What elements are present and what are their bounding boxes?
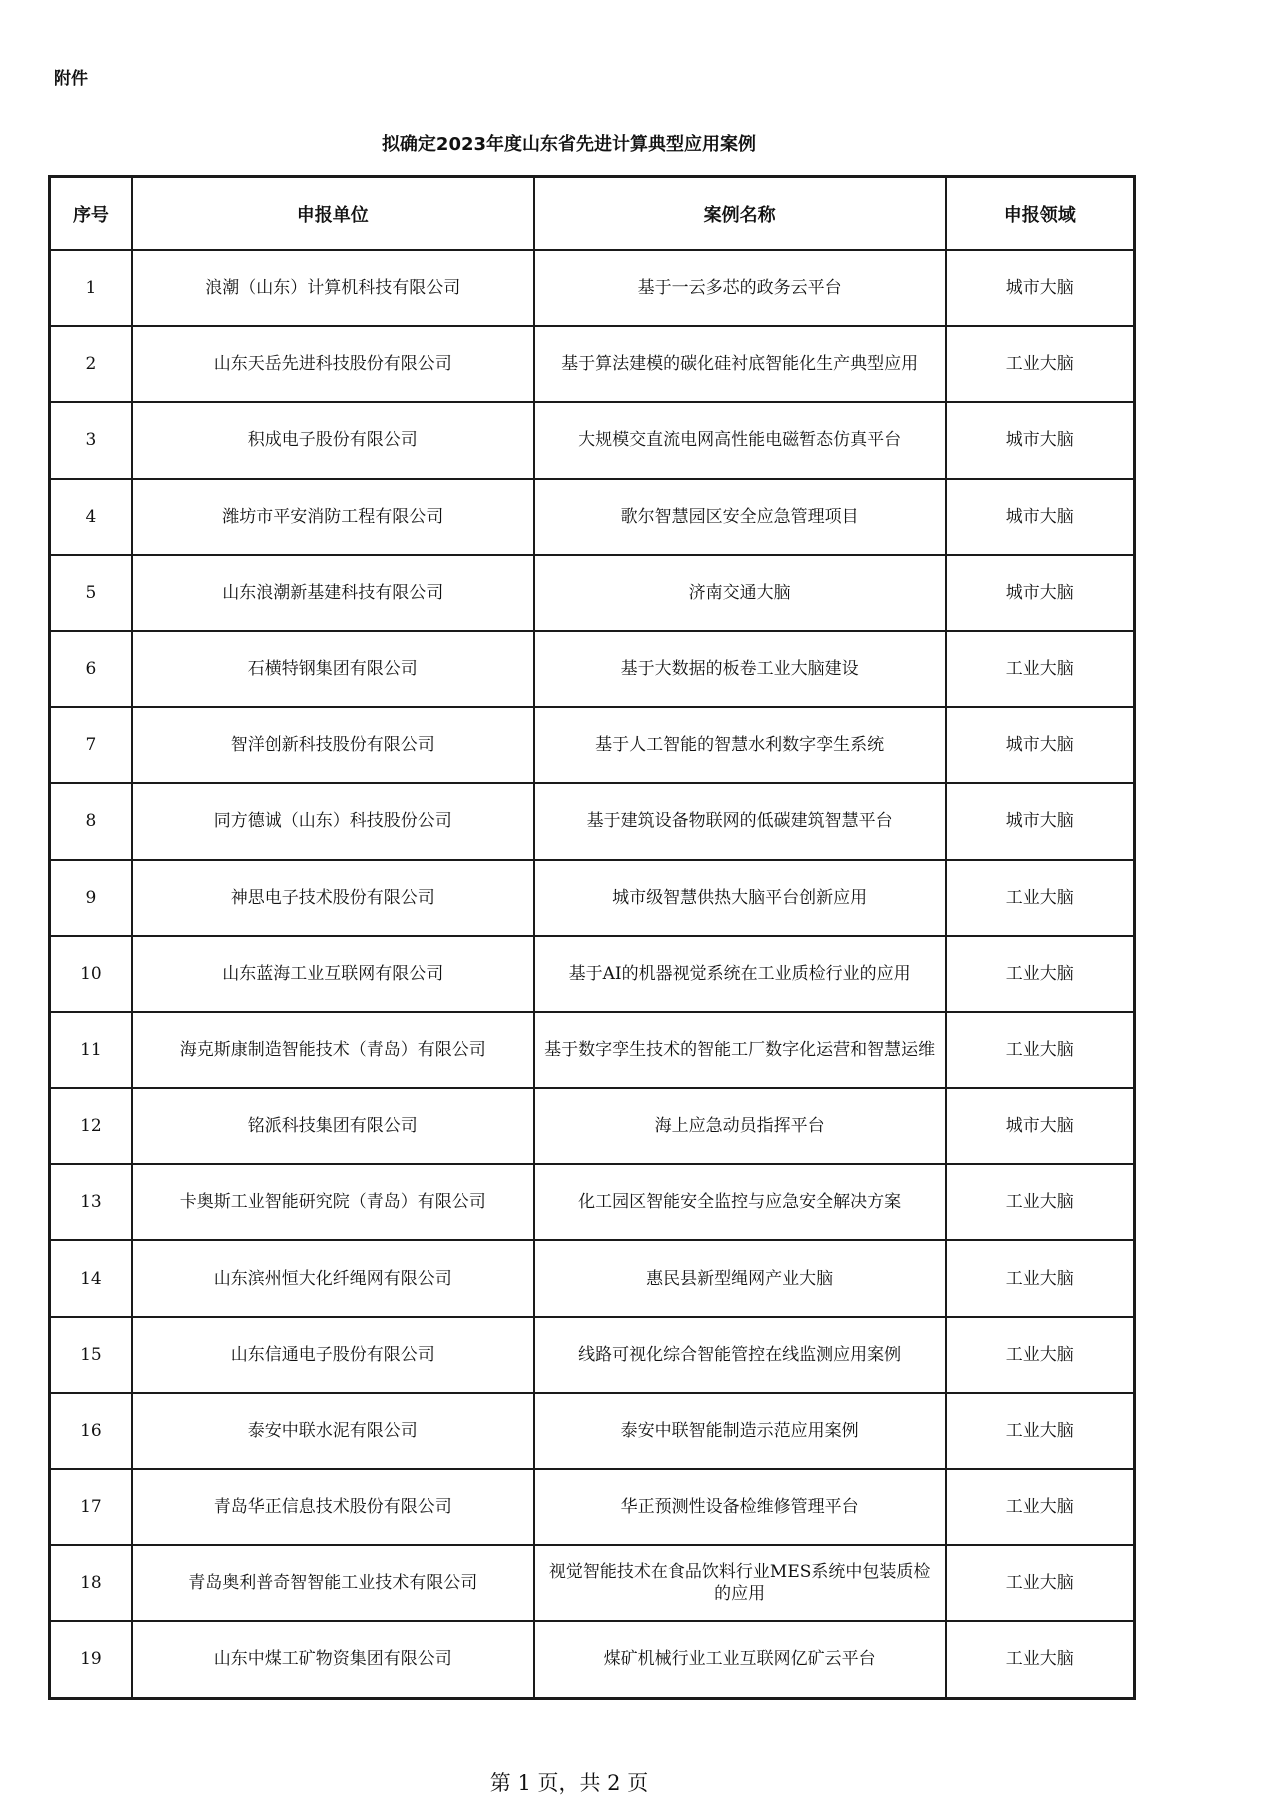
table-row (50, 250, 1135, 326)
header-field: 申报领域 (946, 177, 1135, 251)
row-applicant: 山东滨州恒大化纤绳网有限公司 (132, 1240, 534, 1316)
row-index: 9 (50, 860, 132, 936)
row-case-name: 海上应急动员指挥平台 (534, 1088, 946, 1164)
row-case-name: 华正预测性设备检维修管理平台 (534, 1469, 946, 1545)
row-case-name: 基于人工智能的智慧水利数字孪生系统 (534, 707, 946, 783)
table-row (50, 326, 1135, 402)
row-case-name: 基于建筑设备物联网的低碳建筑智慧平台 (534, 783, 946, 859)
row-case-name: 化工园区智能安全监控与应急安全解决方案 (534, 1164, 946, 1240)
row-case-name: 视觉智能技术在食品饮料行业MES系统中包装质检的应用 (534, 1545, 946, 1621)
table-row (50, 1240, 1135, 1316)
row-case-name: 基于大数据的板卷工业大脑建设 (534, 631, 946, 707)
row-applicant: 青岛奥利普奇智智能工业技术有限公司 (132, 1545, 534, 1621)
row-applicant: 山东蓝海工业互联网有限公司 (132, 936, 534, 1012)
table-row (50, 1545, 1135, 1621)
row-index: 5 (50, 555, 132, 631)
row-index: 15 (50, 1317, 132, 1393)
row-index: 8 (50, 783, 132, 859)
row-field: 城市大脑 (946, 250, 1135, 326)
table-row (50, 402, 1135, 478)
row-index: 13 (50, 1164, 132, 1240)
row-field: 工业大脑 (946, 1240, 1135, 1316)
table-row (50, 860, 1135, 936)
row-index: 12 (50, 1088, 132, 1164)
row-index: 18 (50, 1545, 132, 1621)
document-title: 拟确定2023年度山东省先进计算典型应用案例 (381, 134, 757, 155)
table-row (50, 1012, 1135, 1088)
row-applicant: 山东信通电子股份有限公司 (132, 1317, 534, 1393)
row-index: 16 (50, 1393, 132, 1469)
row-field: 工业大脑 (946, 1164, 1135, 1240)
table-row (50, 1393, 1135, 1469)
row-field: 城市大脑 (946, 1088, 1135, 1164)
row-index: 19 (50, 1621, 132, 1698)
row-field: 城市大脑 (946, 707, 1135, 783)
row-applicant: 石横特钢集团有限公司 (132, 631, 534, 707)
row-applicant: 山东中煤工矿物资集团有限公司 (132, 1621, 534, 1698)
row-case-name: 济南交通大脑 (534, 555, 946, 631)
row-index: 11 (50, 1012, 132, 1088)
table-row (50, 479, 1135, 555)
row-case-name: 线路可视化综合智能管控在线监测应用案例 (534, 1317, 946, 1393)
table-row (50, 936, 1135, 1012)
row-case-name: 基于数字孪生技术的智能工厂数字化运营和智慧运维 (534, 1012, 946, 1088)
row-field: 工业大脑 (946, 1012, 1135, 1088)
row-field: 工业大脑 (946, 1545, 1135, 1621)
row-field: 工业大脑 (946, 1317, 1135, 1393)
row-applicant: 铭派科技集团有限公司 (132, 1088, 534, 1164)
table-body (50, 250, 1135, 1698)
row-field: 工业大脑 (946, 1469, 1135, 1545)
row-field: 工业大脑 (946, 326, 1135, 402)
row-field: 城市大脑 (946, 555, 1135, 631)
row-case-name: 大规模交直流电网高性能电磁暂态仿真平台 (534, 402, 946, 478)
row-applicant: 山东浪潮新基建科技有限公司 (132, 555, 534, 631)
row-field: 城市大脑 (946, 479, 1135, 555)
row-index: 3 (50, 402, 132, 478)
row-index: 7 (50, 707, 132, 783)
row-case-name: 基于AI的机器视觉系统在工业质检行业的应用 (534, 936, 946, 1012)
header-index: 序号 (50, 177, 132, 251)
row-applicant: 青岛华正信息技术股份有限公司 (132, 1469, 534, 1545)
row-applicant: 神思电子技术股份有限公司 (132, 860, 534, 936)
row-field: 城市大脑 (946, 783, 1135, 859)
header-case-name: 案例名称 (534, 177, 946, 251)
row-applicant: 潍坊市平安消防工程有限公司 (132, 479, 534, 555)
row-field: 工业大脑 (946, 631, 1135, 707)
table-header-row (50, 177, 1135, 251)
row-applicant: 浪潮（山东）计算机科技有限公司 (132, 250, 534, 326)
row-index: 2 (50, 326, 132, 402)
row-index: 14 (50, 1240, 132, 1316)
row-applicant: 海克斯康制造智能技术（青岛）有限公司 (132, 1012, 534, 1088)
row-index: 10 (50, 936, 132, 1012)
table-row (50, 1621, 1135, 1698)
row-case-name: 基于一云多芯的政务云平台 (534, 250, 946, 326)
table-row (50, 1469, 1135, 1545)
table-row (50, 707, 1135, 783)
row-field: 工业大脑 (946, 936, 1135, 1012)
row-index: 4 (50, 479, 132, 555)
case-table (48, 175, 1136, 1700)
table-row (50, 1164, 1135, 1240)
row-field: 工业大脑 (946, 860, 1135, 936)
table-row (50, 783, 1135, 859)
row-applicant: 积成电子股份有限公司 (132, 402, 534, 478)
row-applicant: 卡奥斯工业智能研究院（青岛）有限公司 (132, 1164, 534, 1240)
row-applicant: 山东天岳先进科技股份有限公司 (132, 326, 534, 402)
row-case-name: 城市级智慧供热大脑平台创新应用 (534, 860, 946, 936)
page-footer: 第 1 页，共 2 页 (489, 1771, 649, 1795)
row-field: 工业大脑 (946, 1393, 1135, 1469)
table-row (50, 631, 1135, 707)
header-applicant: 申报单位 (132, 177, 534, 251)
table-row (50, 1317, 1135, 1393)
row-applicant: 智洋创新科技股份有限公司 (132, 707, 534, 783)
table-row (50, 1088, 1135, 1164)
row-index: 17 (50, 1469, 132, 1545)
attachment-label: 附件 (54, 69, 88, 89)
row-index: 6 (50, 631, 132, 707)
row-case-name: 歌尔智慧园区安全应急管理项目 (534, 479, 946, 555)
row-case-name: 基于算法建模的碳化硅衬底智能化生产典型应用 (534, 326, 946, 402)
row-applicant: 泰安中联水泥有限公司 (132, 1393, 534, 1469)
row-field: 工业大脑 (946, 1621, 1135, 1698)
table-row (50, 555, 1135, 631)
row-case-name: 惠民县新型绳网产业大脑 (534, 1240, 946, 1316)
row-applicant: 同方德诚（山东）科技股份公司 (132, 783, 534, 859)
row-field: 城市大脑 (946, 402, 1135, 478)
row-index: 1 (50, 250, 132, 326)
row-case-name: 泰安中联智能制造示范应用案例 (534, 1393, 946, 1469)
row-case-name: 煤矿机械行业工业互联网亿矿云平台 (534, 1621, 946, 1698)
